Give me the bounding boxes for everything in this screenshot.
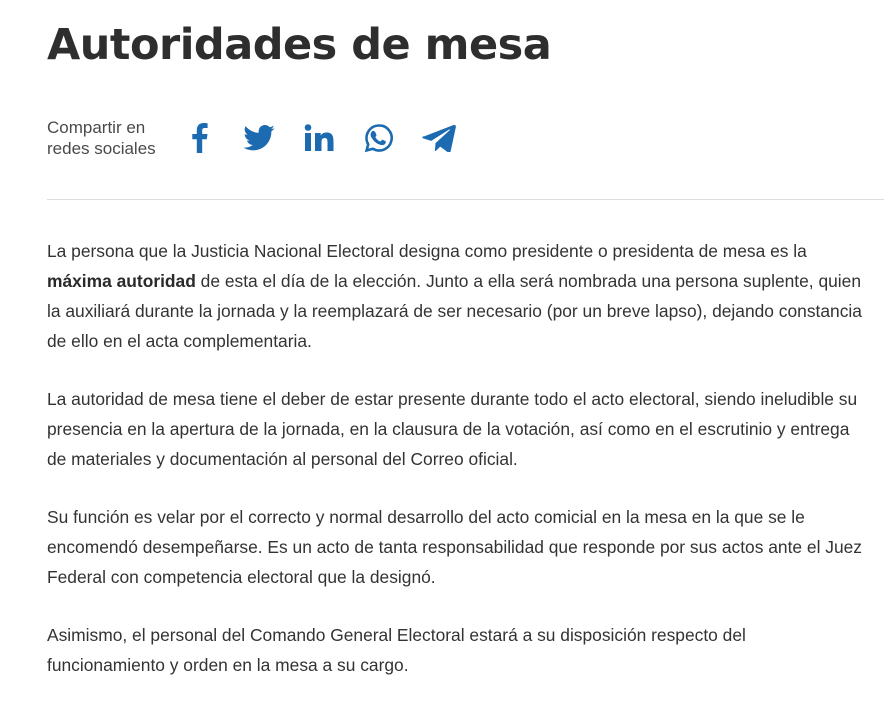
share-bar (47, 117, 459, 159)
paragraph-4: Asimismo, el personal del Comando General Electoral estará a su disposición respecto del funcionamiento y orden en la mesa a su cargo. (47, 625, 746, 675)
article-body (47, 236, 867, 708)
twitter-icon (243, 125, 275, 151)
paragraph-2: La autoridad de mesa tiene el deber de estar presente durante todo el acto electoral, siendo ineludible su presencia en la apertura de la jornada, en la clausura de la votación, así como en el escrutinio y entrega de materiales y documentación al personal del Correo oficial. (47, 389, 858, 469)
share-icons (179, 118, 459, 158)
page-title: Autoridades de mesa (47, 20, 552, 70)
paragraph-1 (47, 236, 867, 356)
share-label (47, 117, 172, 159)
paragraph-1-text-end: de esta el día de la elección. Junto a ella será nombrada una persona suplente, quien la auxiliará durante la jornada y la reemplazará de ser necesario (por un breve lapso), dejando constancia de ello en el acta complementaria. (47, 271, 862, 351)
whatsapp-icon (364, 123, 394, 153)
share-label-line2: redes sociales (47, 139, 156, 158)
telegram-icon (422, 124, 456, 152)
divider (47, 199, 884, 200)
telegram-share-button[interactable] (419, 118, 459, 158)
facebook-share-button[interactable] (179, 118, 219, 158)
linkedin-icon (304, 124, 334, 152)
share-label-line1: Compartir en (47, 118, 146, 137)
whatsapp-share-button[interactable] (359, 118, 399, 158)
paragraph-3: Su función es velar por el correcto y normal desarrollo del acto comicial en la mesa en la que se le encomendó desempeñarse. Es un acto de tanta responsabilidad que responde por sus actos ante el Juez Federal con competencia electoral que la designó. (47, 507, 862, 587)
paragraph-1-bold: máxima autoridad (47, 271, 196, 291)
facebook-icon (188, 123, 210, 153)
linkedin-share-button[interactable] (299, 118, 339, 158)
paragraph-1-text-start: La persona que la Justicia Nacional Electoral designa como presidente o presidenta de mesa es la (47, 241, 807, 261)
twitter-share-button[interactable] (239, 118, 279, 158)
